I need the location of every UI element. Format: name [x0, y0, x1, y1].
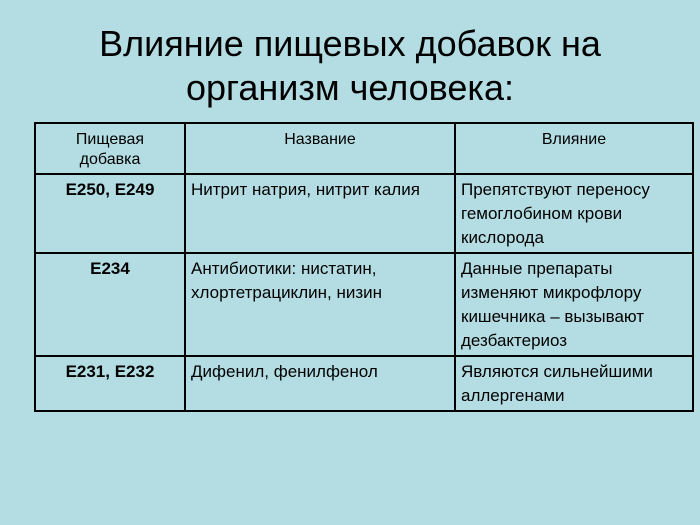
- table-row: [35, 356, 693, 411]
- header-effect: Влияние: [455, 123, 693, 174]
- additive-code: Е250, Е249: [35, 174, 185, 253]
- additive-effect: Являются сильнейшими аллергенами: [455, 356, 693, 411]
- slide-title-line-1: Влияние пищевых добавок на: [99, 23, 601, 64]
- slide-title-line-2: организм человека:: [186, 67, 514, 108]
- table-row: [35, 174, 693, 253]
- table-header-row: [35, 123, 693, 174]
- table-row: [35, 253, 693, 356]
- additive-name: Дифенил, фенилфенол: [185, 356, 455, 411]
- slide-title: [0, 22, 700, 110]
- additive-name: Антибиотики: нистатин, хлортетрациклин, низин: [185, 253, 455, 356]
- additive-code: Е234: [35, 253, 185, 356]
- additive-effect: Данные препараты изменяют микрофлору кишечника – вызывают дезбактериоз: [455, 253, 693, 356]
- additives-table: [34, 122, 694, 412]
- header-name: Название: [185, 123, 455, 174]
- additive-effect: Препятствуют переносу гемоглобином крови кислорода: [455, 174, 693, 253]
- additive-name: Нитрит натрия, нитрит калия: [185, 174, 455, 253]
- additive-code: Е231, Е232: [35, 356, 185, 411]
- header-additive: Пищевая добавка: [35, 123, 185, 174]
